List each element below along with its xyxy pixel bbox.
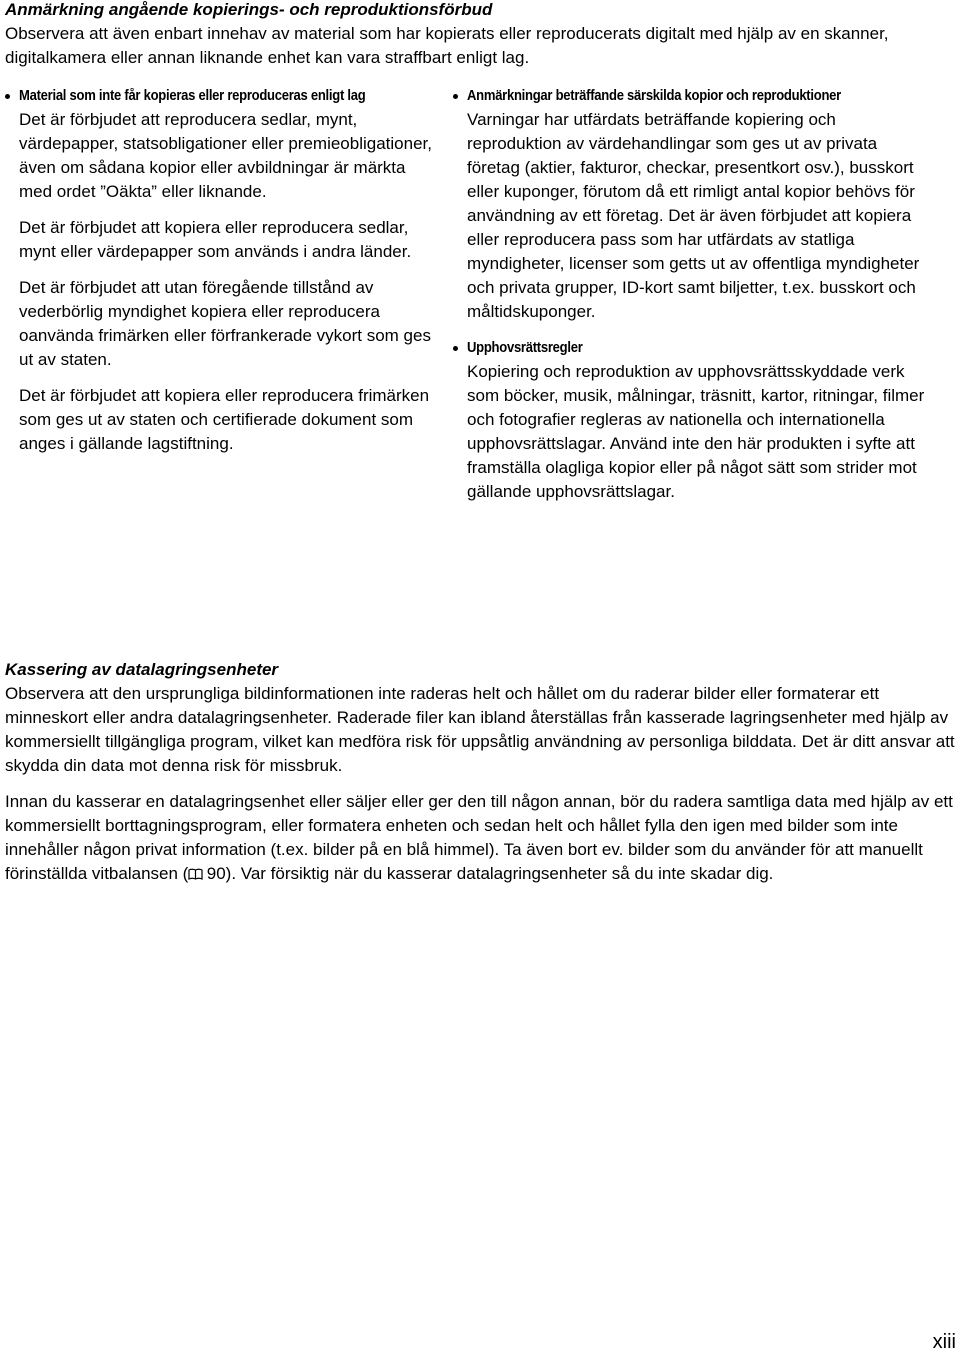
- disposal-paragraph-2: [5, 790, 955, 886]
- bullet-paragraph: Det är förbjudet att utan föregående tillstånd av vederbörlig myndighet kopiera eller reproducera oanvända frimärken eller förfrankerade vykort som ges ut av staten.: [19, 278, 431, 369]
- bullet-paragraph: Det är förbjudet att kopiera eller reproducera frimärken som ges ut av staten och certifierade dokument som anges i gällande lagstiftning.: [19, 386, 430, 453]
- bullet-heading: Upphovsrättsregler: [467, 340, 583, 356]
- bullet-heading: Anmärkningar beträffande särskilda kopior och reproduktioner: [467, 88, 841, 104]
- disposal-section: [5, 658, 955, 886]
- disposal-paragraph-2-text: Innan du kasserar en datalagringsenhet eller säljer eller ger den till någon annan, bör du radera samtliga data med hjälp av ett kommersiellt borttagningsprogram, eller formatera enheten och sedan helt och hållet fylla den igen med bilder som inte innehåller någon privat information (t.ex. bilder på en blå himmel). Ta även bort ev. bilder som du använder för att manuellt förinställda vitbalansen (: [5, 792, 953, 883]
- page-reference[interactable]: 90: [206, 864, 226, 883]
- bullet-item-special-copies: [452, 84, 928, 324]
- bullet-item-prohibited-material: [4, 84, 442, 456]
- bullet-paragraph: Det är förbjudet att kopiera eller reproducera sedlar, mynt eller värdepapper som används i andra länder.: [19, 218, 412, 261]
- bullet-paragraph: Varningar har utfärdats beträffande kopiering och reproduktion av värdehandlingar som ges ut av privata företag (aktier, fakturor, checkar, presentkort osv.), busskort eller kuponger, förutom då ett rimligt antal kopior behövs för användning av ett företag. Det är även förbjudet att kopiera eller reproducera pass som har utfärdats av statliga myndigheter, licenser som getts ut av offentliga myndigheter och privata grupper, ID-kort samt biljetter, t.ex. busskort och måltidskuponger.: [467, 110, 920, 321]
- book-icon: [188, 863, 203, 875]
- page-number: xiii: [932, 1331, 956, 1353]
- copy-notice-section: [5, 0, 955, 70]
- left-column: [4, 84, 442, 456]
- bullet-paragraph: Det är förbjudet att reproducera sedlar, mynt, värdepapper, statsobligationer eller premieobligationer, även om sådana kopior eller avbildningar är märkta med ordet ”Oäkta” eller liknande.: [19, 110, 432, 201]
- bullet-icon: [5, 94, 10, 99]
- notice-title: Anmärkning angående kopierings- och reproduktionsförbud: [5, 0, 493, 19]
- right-column: [452, 84, 928, 504]
- bullet-paragraph: Kopiering och reproduktion av upphovsrättsskyddade verk som böcker, musik, målningar, träsnitt, kartor, ritningar, filmer och fotografier regleras av nationella och internationella upphovsrättslagar. Använd inte den här produkten i syfte att framställa olagliga kopior eller på något sätt som strider mot gällande upphovsrättslagar.: [467, 362, 925, 501]
- notice-text: Observera att även enbart innehav av material som har kopierats eller reproducerats digitalt med hjälp av en skanner, digitalkamera eller annan liknande enhet kan vara straffbart enligt lag.: [5, 24, 889, 67]
- bullet-icon: [453, 94, 458, 99]
- bullet-item-copyright: [452, 336, 928, 504]
- disposal-paragraph-1: Observera att den ursprungliga bildinformationen inte raderas helt och hållet om du raderar bilder eller formaterar ett minneskort eller andra datalagringsenheter. Raderade filer kan ibland återställas från kasserade lagringsenheter med hjälp av kommersiellt tillgängliga program, vilket kan medföra risk för uppsåtlig användning av personliga bilddata. Det är ditt ansvar att skydda din data mot denna risk för missbruk.: [5, 684, 955, 775]
- disposal-title: Kassering av datalagringsenheter: [5, 660, 279, 679]
- bullet-heading: Material som inte får kopieras eller reproduceras enligt lag: [19, 88, 366, 104]
- bullet-icon: [453, 346, 458, 351]
- disposal-paragraph-2-end: ). Var försiktig när du kasserar datalagringsenheter så du inte skadar dig.: [225, 864, 774, 883]
